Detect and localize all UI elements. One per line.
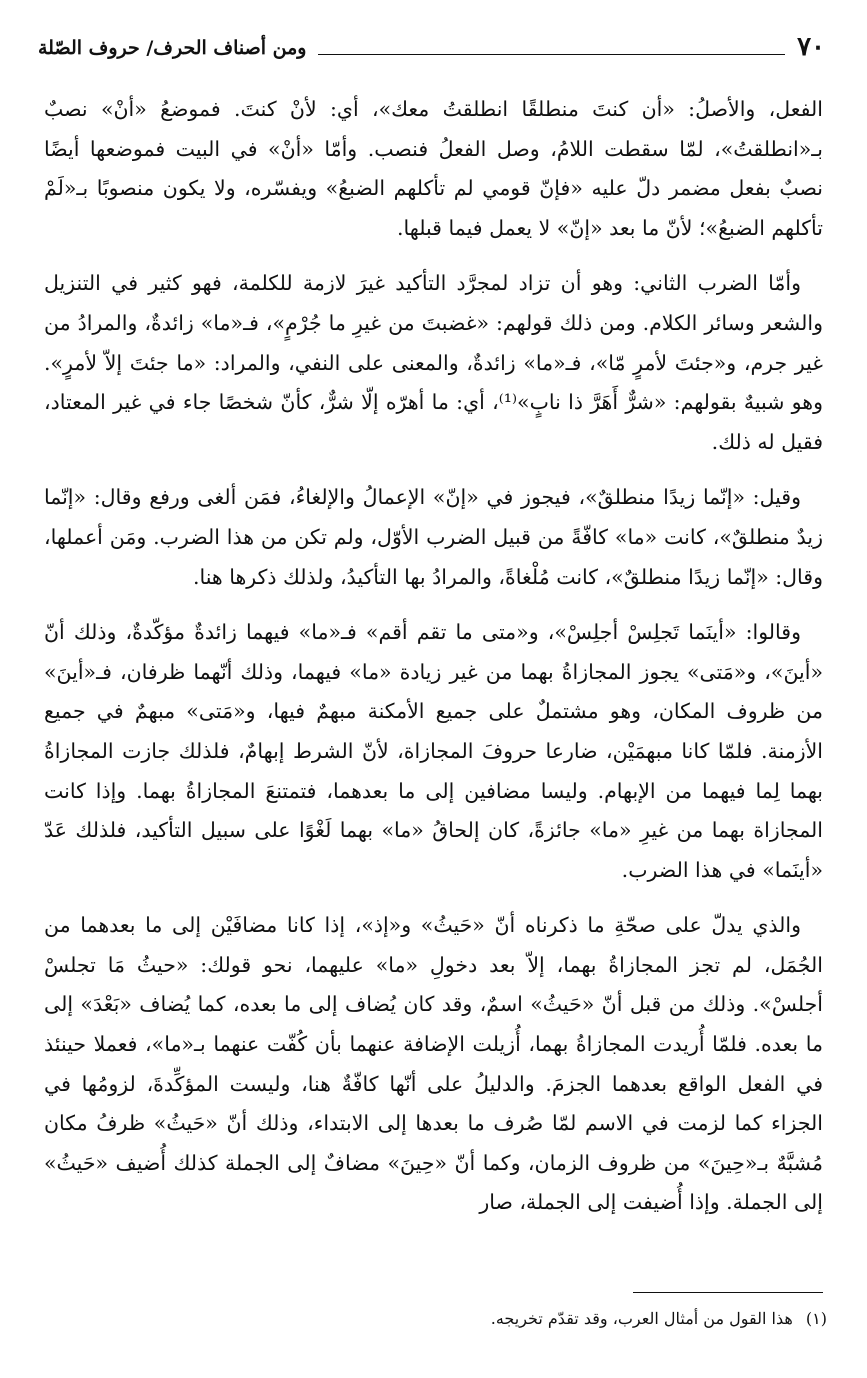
main-text [44, 90, 823, 1239]
page-header [38, 26, 825, 62]
footnote-separator [633, 1292, 823, 1293]
running-title: ومن أصناف الحرف/ حروف الصّلة [38, 37, 307, 59]
footnote [44, 1306, 827, 1332]
paragraph: الفعل، والأصلُ: «أن كنتَ منطلقًا انطلقتُ معك»، أي: لأنْ كنتَ. فموضعُ «أنْ» نصبٌ بـ«انطلقتُ»، لمّا سقطت اللامُ، وصل الفعلُ فنصب. وأمّا «أنْ» في البيت فموضعها أيضًا نصبٌ بفعل مضمر دلّ عليه «فإنّ قومي لم تأكلهم الضبعُ» ويفسّره، ولا يكون منصوبًا بـ«لَمْ تأكلهم الضبعُ»؛ لأنّ ما بعد «إنّ» لا يعمل فيما قبلها. [44, 97, 823, 240]
paragraph: وقالوا: «أينَما تَجلِسْ أجلِسْ»، و«متى ما تقم أقم» فـ«ما» فيهما زائدةٌ مؤكّدةٌ، وذلك أنّ «أينَ»، و«مَتى» يجوز المجازاةُ بهما من غير زيادة «ما» فيهما، وذلك أنّهما ظرفان، فـ«أينَ» من ظروف المكان، وهو مشتملٌ على جميع الأمكنة مبهمٌ فيها، و«مَتى» مبهمٌ في جميع الأزمنة. فلمّا كانا مبهمَيْن، ضارعا حروفَ المجازاة، لأنّ الشرط إبهامٌ، فلذلك جازت المجازاةُ بهما لِما فيهما من الإبهام. وليسا مضافين إلى ما بعدهما، فتمتنعَ المجازاةُ بهما. وإذا كانت المجازاة بهما من غيرِ «ما» جائزةً، كان إلحاقُ «ما» بهما لَغْوًا على سبيل التأكيد، فلذلك عَدّ «أينَما» في هذا الضرب. [44, 620, 823, 882]
page-number: ٧٠ [797, 32, 825, 62]
paragraph: وقيل: «إنّما زيدًا منطلقٌ»، فيجوز في «إنّ» الإعمالُ والإلغاءُ، فمَن ألغى ورفع وقال: «إنّما زيدٌ منطلقٌ»، كانت «ما» كافّةً من قبيل الضرب الأوّل، ولم تكن من هذا الضرب. ومَن أعملها، وقال: «إنّما زيدًا منطلقٌ»، كانت مُلْغاةً، والمرادُ بها التأكيدُ، ولذلك ذكرها هنا. [44, 485, 823, 589]
footnote-marker: (١) [805, 1309, 827, 1328]
footnote-text: هذا القول من أمثال العرب، وقد تقدّم تخريجه. [490, 1309, 793, 1328]
header-rule [318, 54, 785, 55]
paragraph: والذي يدلّ على صحّةِ ما ذكرناه أنّ «حَيثُ» و«إذ»، إذا كانا مضافَيْن إلى ما بعدهما من الجُمَل، لم تجز المجازاةُ بهما، إلاّ بعد دخولِ «ما» عليهما، نحو قولك: «حيثُ مَا تجلسْ أجلسْ». وذلك من قبل أنّ «حَيثُ» اسمٌ، وقد كان يُضاف إلى ما بعده، كما يُضاف «بَعْدَ» إلى ما بعده. فلمّا أُريدت المجازاةُ بهما، أُزيلت الإضافة عنهما بأن كُفّت عنهما بـ«ما»، فعملا حينئذ في الفعل الواقع بعدهما الجزمَ. والدليلُ على أنّها كافّةٌ هنا، وليست المؤكِّدةَ، لزومُها في الجزاء كما لزمت في الاسم لمّا صُرف ما بعدها إلى الابتداء، وذلك أنّ «حَيثُ» ظرفُ مكان مُشبَّهٌ بـ«حِينَ» من ظروف الزمان، وكما أنّ «حِينَ» مضافٌ إلى الجملة كذلك أُضيف «حَيثُ» إلى الجملة. وإذا أُضيفت إلى الجملة، صار [44, 913, 823, 1215]
paragraph: وأمّا الضرب الثاني: وهو أن تزاد لمجرَّد التأكيد غيرَ لازمة للكلمة، فهو كثير في التنزيل والشعر وسائر الكلام. ومن ذلك قولهم: «غضبتَ من غيرِ ما جُرْمٍ»، فـ«ما» زائدةٌ، والمرادُ من غير جرم، و«جئتَ لأمرٍ مّا»، فـ«ما» زائدةٌ، والمعنى على النفي، والمراد: «ما جئتَ إلاّ لأمرٍ». وهو شبيهٌ بقولهم: «شرٌّ أَهَرَّ ذا نابٍ»⁽¹⁾، أي: ما أهرّه إلّا شرٌّ، كأنّ شخصًا جاء في غير المعتاد، فقيل له ذلك. [44, 271, 823, 454]
footnotes [44, 1306, 827, 1332]
